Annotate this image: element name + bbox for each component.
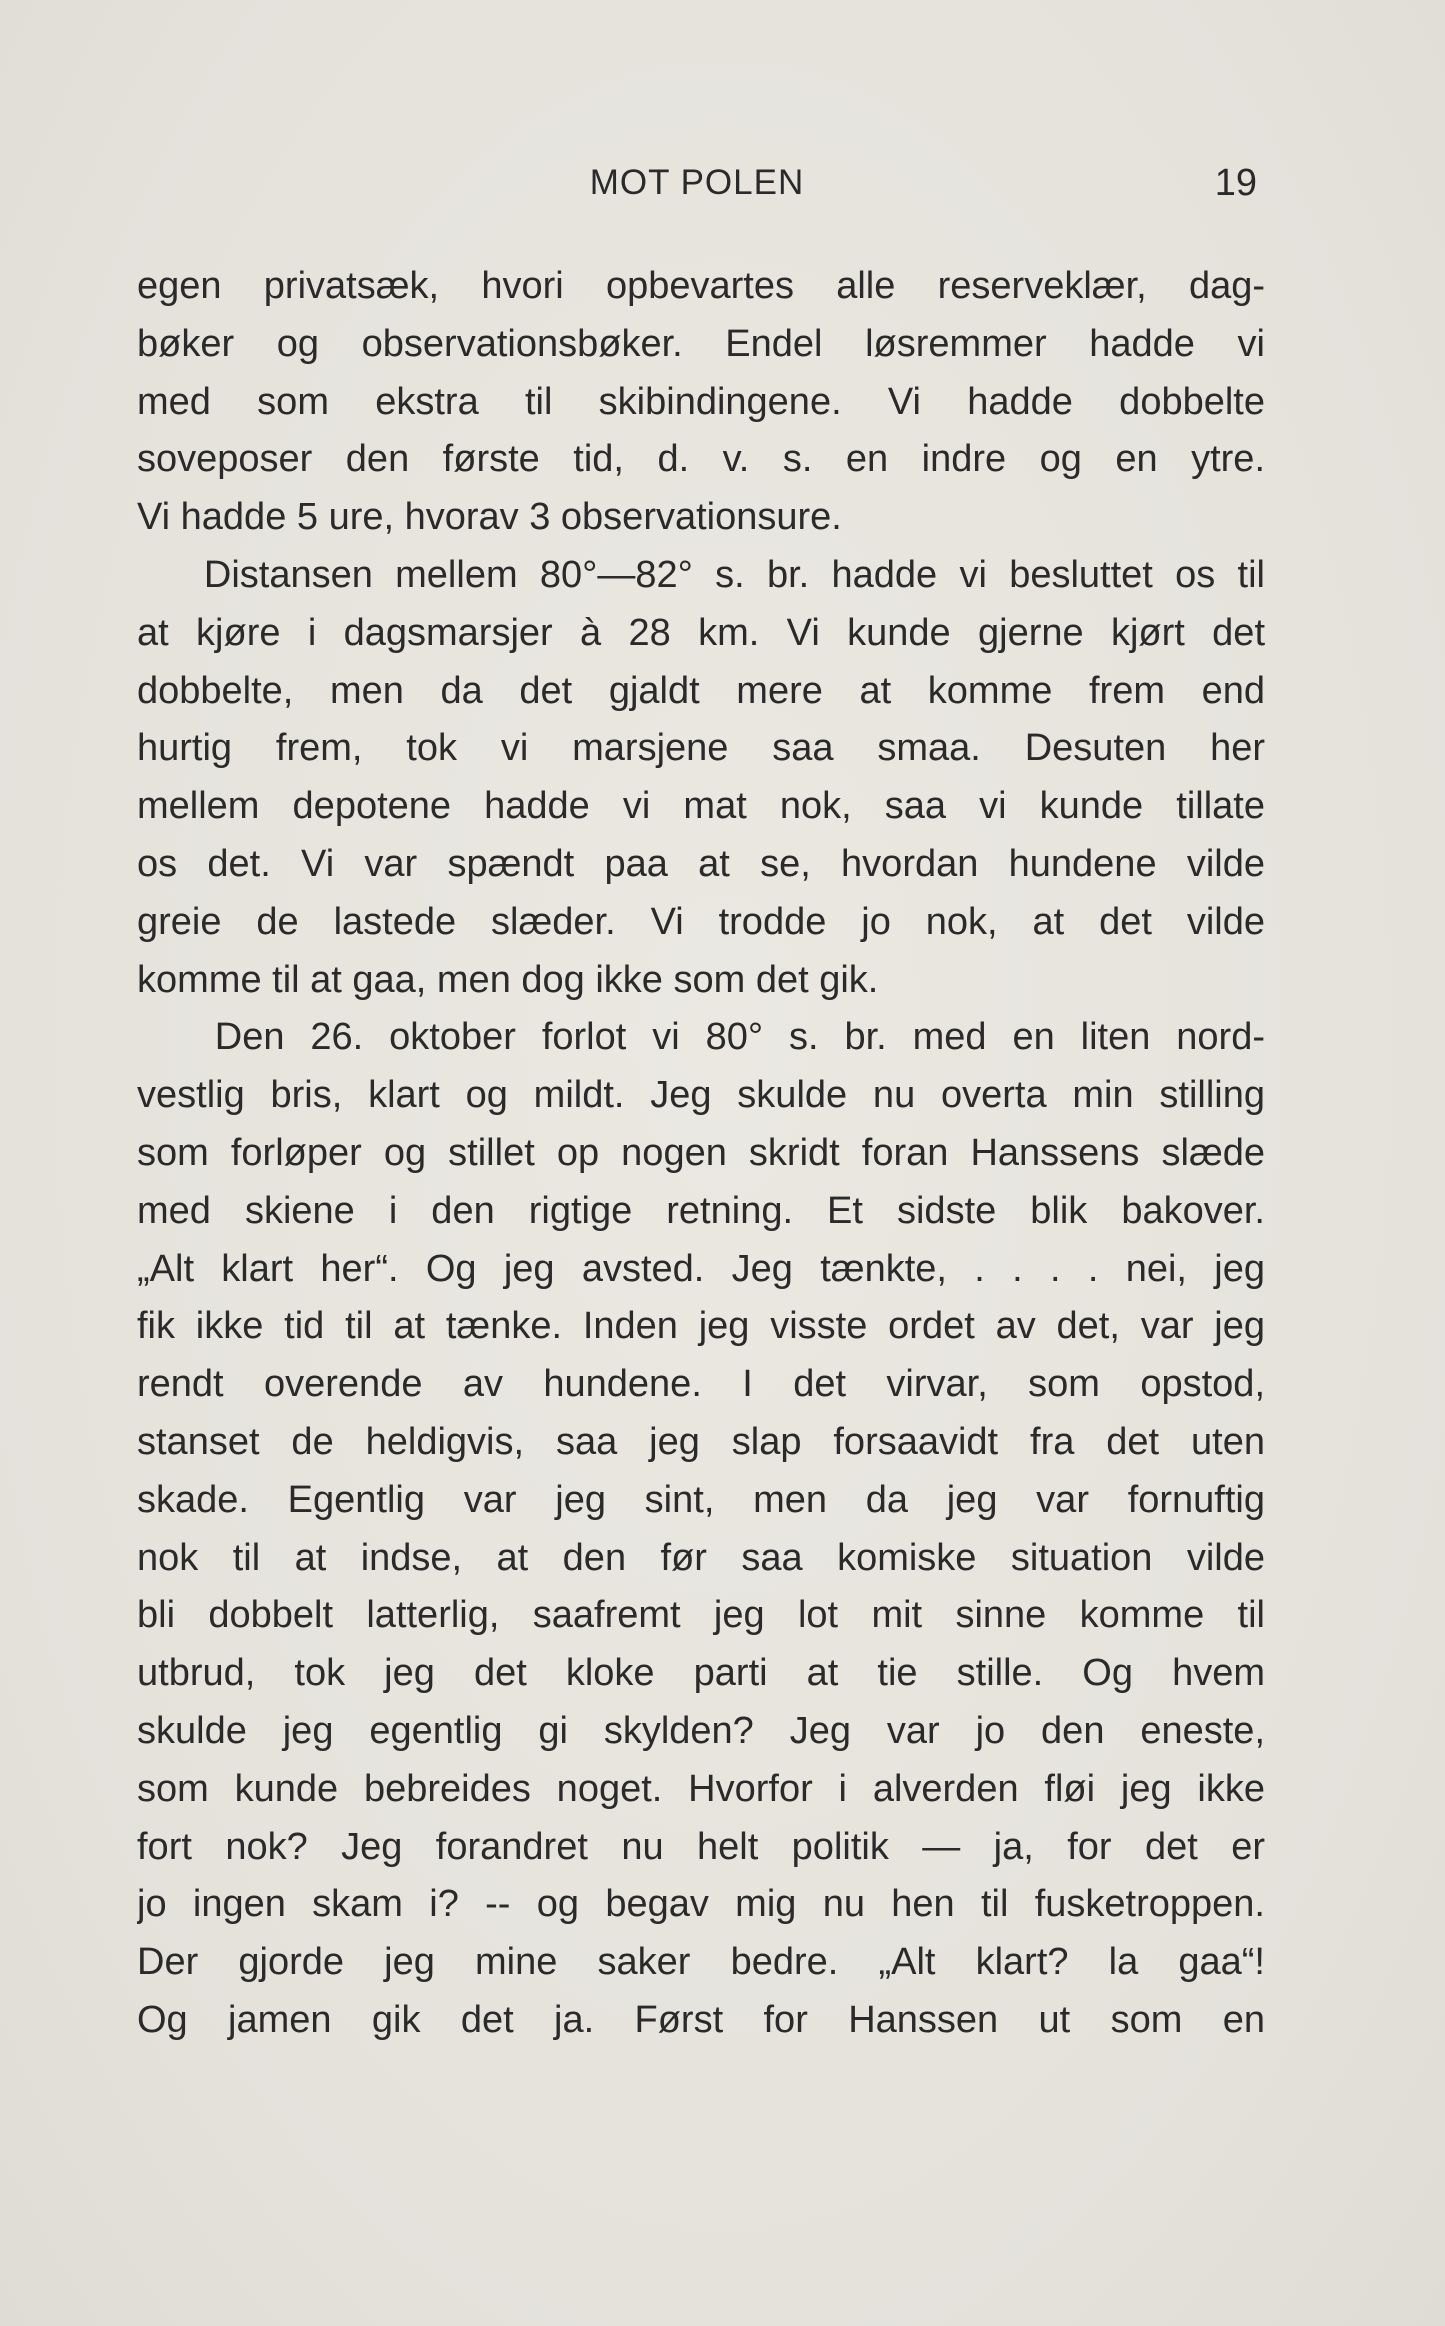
text-line: Distansen mellem 80°—82° s. br. hadde vi besluttet os til [137,553,1265,596]
text-line: nok til at indse, at den før saa komiske situation vilde [137,1536,1265,1579]
text-line: mellem depotene hadde vi mat nok, saa vi kunde tillate [137,785,1265,828]
text-line: rendt overende av hundene. I det virvar, som opstod, [137,1363,1265,1406]
text-line: Vi hadde 5 ure, hvorav 3 observationsure. [137,496,842,539]
text-line: „Alt klart her“. Og jeg avsted. Jeg tænkte, . . . . nei, jeg [137,1247,1265,1290]
text-line: med som ekstra til skibindingene. Vi hadde dobbelte [137,380,1265,423]
text-line: soveposer den første tid, d. v. s. en indre og en ytre. [137,438,1265,481]
text-line: Og jamen gik det ja. Først for Hanssen ut som en [137,1998,1265,2041]
text-line: os det. Vi var spændt paa at se, hvordan hundene vilde [137,842,1265,885]
text-line: som forløper og stillet op nogen skridt foran Hanssens slæde [137,1131,1265,1174]
text-line: greie de lastede slæder. Vi trodde jo nok, at det vilde [137,900,1265,943]
text-line: skulde jeg egentlig gi skylden? Jeg var jo den eneste, [137,1709,1265,1752]
text-line: at kjøre i dagsmarsjer à 28 km. Vi kunde gjerne kjørt det [137,611,1265,654]
text-line: Den 26. oktober forlot vi 80° s. br. med en liten nord- [137,1016,1265,1059]
text-line: Der gjorde jeg mine saker bedre. „Alt klart? la gaa“! [137,1941,1265,1984]
text-line: komme til at gaa, men dog ikke som det gik. [137,958,879,1001]
text-line: utbrud, tok jeg det kloke parti at tie stille. Og hvem [137,1652,1265,1695]
text-line: som kunde bebreides noget. Hvorfor i alverden fløi jeg ikke [137,1767,1265,1810]
text-line: bøker og observationsbøker. Endel løsremmer hadde vi [137,322,1265,365]
text-line: bli dobbelt latterlig, saafremt jeg lot mit sinne komme til [137,1594,1265,1637]
running-head-title: MOT POLEN [589,163,805,202]
text-line: jo ingen skam i? -- og begav mig nu hen til fusketroppen. [137,1883,1265,1926]
text-line: med skiene i den rigtige retning. Et sidste blik bakover. [137,1189,1265,1232]
text-line: vestlig bris, klart og mildt. Jeg skulde nu overta min stilling [137,1074,1265,1117]
body-text [137,258,1265,2050]
text-line: fort nok? Jeg forandret nu helt politik — ja, for det er [137,1825,1265,1868]
running-head [137,158,1257,208]
text-line: egen privatsæk, hvori opbevartes alle reserveklær, dag- [137,265,1265,307]
text-line: hurtig frem, tok vi marsjene saa smaa. Desuten her [137,727,1265,770]
page-number: 19 [1214,162,1257,204]
text-line: skade. Egentlig var jeg sint, men da jeg var fornuftig [137,1478,1265,1521]
text-line: stanset de heldigvis, saa jeg slap forsaavidt fra det uten [137,1420,1265,1463]
text-line: dobbelte, men da det gjaldt mere at komme frem end [137,669,1265,712]
text-line: fik ikke tid til at tænke. Inden jeg visste ordet av det, var jeg [137,1305,1265,1348]
